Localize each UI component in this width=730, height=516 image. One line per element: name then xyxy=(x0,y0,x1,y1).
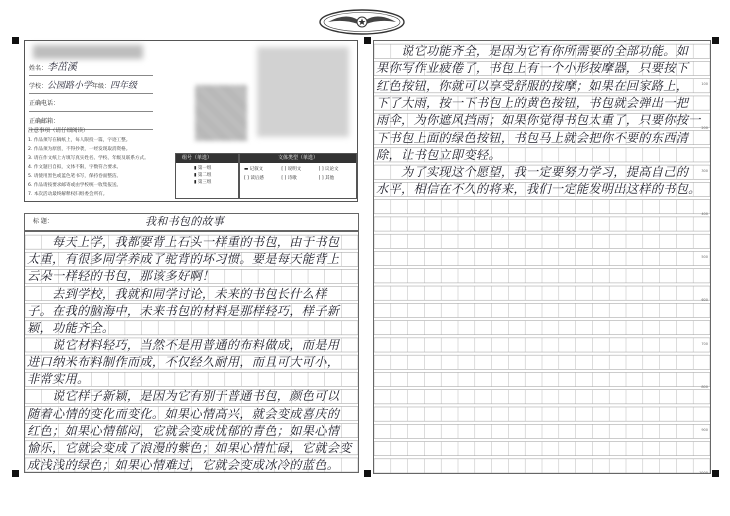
essay-line: 下了大雨，按一下书包上的黄色按钮，书包就会弹出一把 xyxy=(376,95,689,110)
writing-grid-left xyxy=(24,231,359,473)
registration-mark xyxy=(364,37,371,44)
genre-option[interactable]: [ ] 其他 xyxy=(318,176,335,181)
essay-line: 除，让书包立即变轻。 xyxy=(376,147,501,162)
genre-option[interactable]: [ ] 读后感 xyxy=(244,176,264,181)
word-count-marker: 300 xyxy=(701,168,708,173)
grade-label: 年级： xyxy=(92,83,111,90)
school-field[interactable] xyxy=(29,79,153,94)
note-item: 1. 作品须写在稿纸上，每人限投一篇，字迹工整。 xyxy=(28,138,131,143)
title-label: 标 题： xyxy=(33,218,53,225)
registration-mark xyxy=(12,470,19,477)
genre-option[interactable]: [ ] 诗歌 xyxy=(281,176,297,181)
name-label: 姓名： xyxy=(29,65,48,72)
grade-value: 四年级 xyxy=(110,81,138,91)
phone-field[interactable] xyxy=(29,97,153,112)
registration-mark xyxy=(712,37,719,44)
genre-select-box xyxy=(239,153,357,199)
essay-line: 说它功能齐全，是因为它有你所需要的全部功能。如 xyxy=(376,44,689,59)
essay-line: 颖，功能齐全。 xyxy=(27,320,115,335)
essay-line: 成浅浅的绿色；如果心情难过，它就会变成冰冷的蓝色。 xyxy=(27,457,340,472)
word-count-marker: 1000 xyxy=(699,471,708,476)
entry-info-box xyxy=(24,40,358,202)
notes-title: 注意事项（请仔细阅读） xyxy=(28,128,89,134)
group-box-header: 组号（单选） xyxy=(176,154,238,163)
registration-mark xyxy=(12,37,19,44)
note-item: 3. 请在作文纸上方填写真实姓名、学校、年级及联系方式。 xyxy=(28,156,149,161)
essay-line: 非常实用。 xyxy=(27,372,90,387)
essay-line: 云朵一样轻的书包，那该多好啊！ xyxy=(27,269,215,284)
essay-line: 去到学校，我就和同学讨论，未来的书包长什么样 xyxy=(27,286,327,301)
group-option[interactable]: ▮ 第三组 xyxy=(194,180,212,185)
essay-line: 随着心情的变化而变化。如果心情高兴，就会变成喜庆的 xyxy=(27,406,340,421)
group-option[interactable]: ▮ 第一组 xyxy=(194,166,212,171)
group-select-box xyxy=(175,153,239,199)
name-field[interactable] xyxy=(29,61,153,76)
note-item: 7. 本次活动最终解释权归组委会所有。 xyxy=(28,192,108,197)
note-item: 2. 作品须为原创，不得抄袭，一经发现取消资格。 xyxy=(28,147,131,152)
notes-section xyxy=(28,127,158,199)
essay-line: 太重，有很多同学养成了驼背的坏习惯。要是每天能背上 xyxy=(27,252,340,267)
wings-badge-icon xyxy=(318,8,406,36)
essay-line: 愉乐，它就会变成了浪漫的紫色；如果心情忙碌，它就会变 xyxy=(27,440,352,455)
essay-line: 红色；如果心情郁闷，它就会变成忧郁的青色；如果心情 xyxy=(27,423,340,438)
word-count-marker: 700 xyxy=(701,341,708,346)
essay-line: 红色按钮，你就可以享受舒服的按摩；如果在回家路上， xyxy=(376,78,689,93)
word-count-marker: 900 xyxy=(701,428,708,433)
registration-mark xyxy=(712,470,719,477)
redacted-header xyxy=(33,45,143,59)
writing-grid-right xyxy=(373,40,711,474)
essay-line: 进口纳米布料制作而成，不仅经久耐用，而且可大可小， xyxy=(27,355,340,370)
essay-line: 果你写作业疲倦了，书包上有一个小形按摩器，只要按下 xyxy=(376,61,689,76)
school-value: 公园路小学 xyxy=(47,81,93,91)
essay-line: 下书包上面的绿色按钮，书包马上就会把你不要的东西清 xyxy=(376,130,689,145)
registration-mark xyxy=(364,470,371,477)
word-count-marker: 500 xyxy=(701,255,708,260)
genre-box-header: 文体类型（单选） xyxy=(240,154,356,163)
essay-line: 每天上学，我都要背上石头一样重的书包，由于书包 xyxy=(27,235,340,250)
genre-option[interactable]: [ ] 说明文 xyxy=(281,167,302,172)
name-value: 李茁溪 xyxy=(47,62,78,73)
redacted-area xyxy=(257,47,349,137)
word-count-marker: 200 xyxy=(701,125,708,130)
note-item: 4. 作文题目自拟，文体不限，字数符合要求。 xyxy=(28,165,122,170)
genre-option[interactable]: ▬ 记叙文 xyxy=(244,167,264,172)
word-count-marker: 600 xyxy=(701,298,708,303)
note-item: 5. 请使用黑色或蓝色笔书写，保持卷面整洁。 xyxy=(28,174,122,179)
email-label: 正确邮箱： xyxy=(29,118,60,125)
genre-option[interactable]: [ ] 议论文 xyxy=(318,167,339,172)
note-item: 6. 作品请按要求邮寄或由学校统一收集报送。 xyxy=(28,183,122,188)
essay-line: 水平，相信在不久的将来，我们一定能发明出这样的书包。 xyxy=(376,182,701,197)
essay-line: 为了实现这个愿望，我一定要努力学习，提高自己的 xyxy=(376,165,689,180)
word-count-marker: 800 xyxy=(701,384,708,389)
word-count-marker: 100 xyxy=(701,82,708,87)
group-option[interactable]: ▮ 第二组 xyxy=(194,173,212,178)
redacted-qr-code xyxy=(195,85,247,141)
essay-title: 我和书包的故事 xyxy=(145,215,225,228)
school-label: 学校： xyxy=(29,83,48,90)
essay-line: 子。在我的脑海中，未来书包的材料是那样轻巧，样子新 xyxy=(27,303,340,318)
essay-line: 说它材料轻巧，当然不是用普通的布料做成，而是用 xyxy=(27,337,340,352)
essay-line: 雨伞，为你遮风挡雨；如果你觉得书包太重了，只要你按一 xyxy=(376,113,701,128)
essay-title-row xyxy=(24,213,359,231)
essay-line: 说它样子新颖，是因为它有别于普通书包，颜色可以 xyxy=(27,389,340,404)
phone-label: 正确电话： xyxy=(29,100,60,107)
word-count-marker: 400 xyxy=(701,212,708,217)
